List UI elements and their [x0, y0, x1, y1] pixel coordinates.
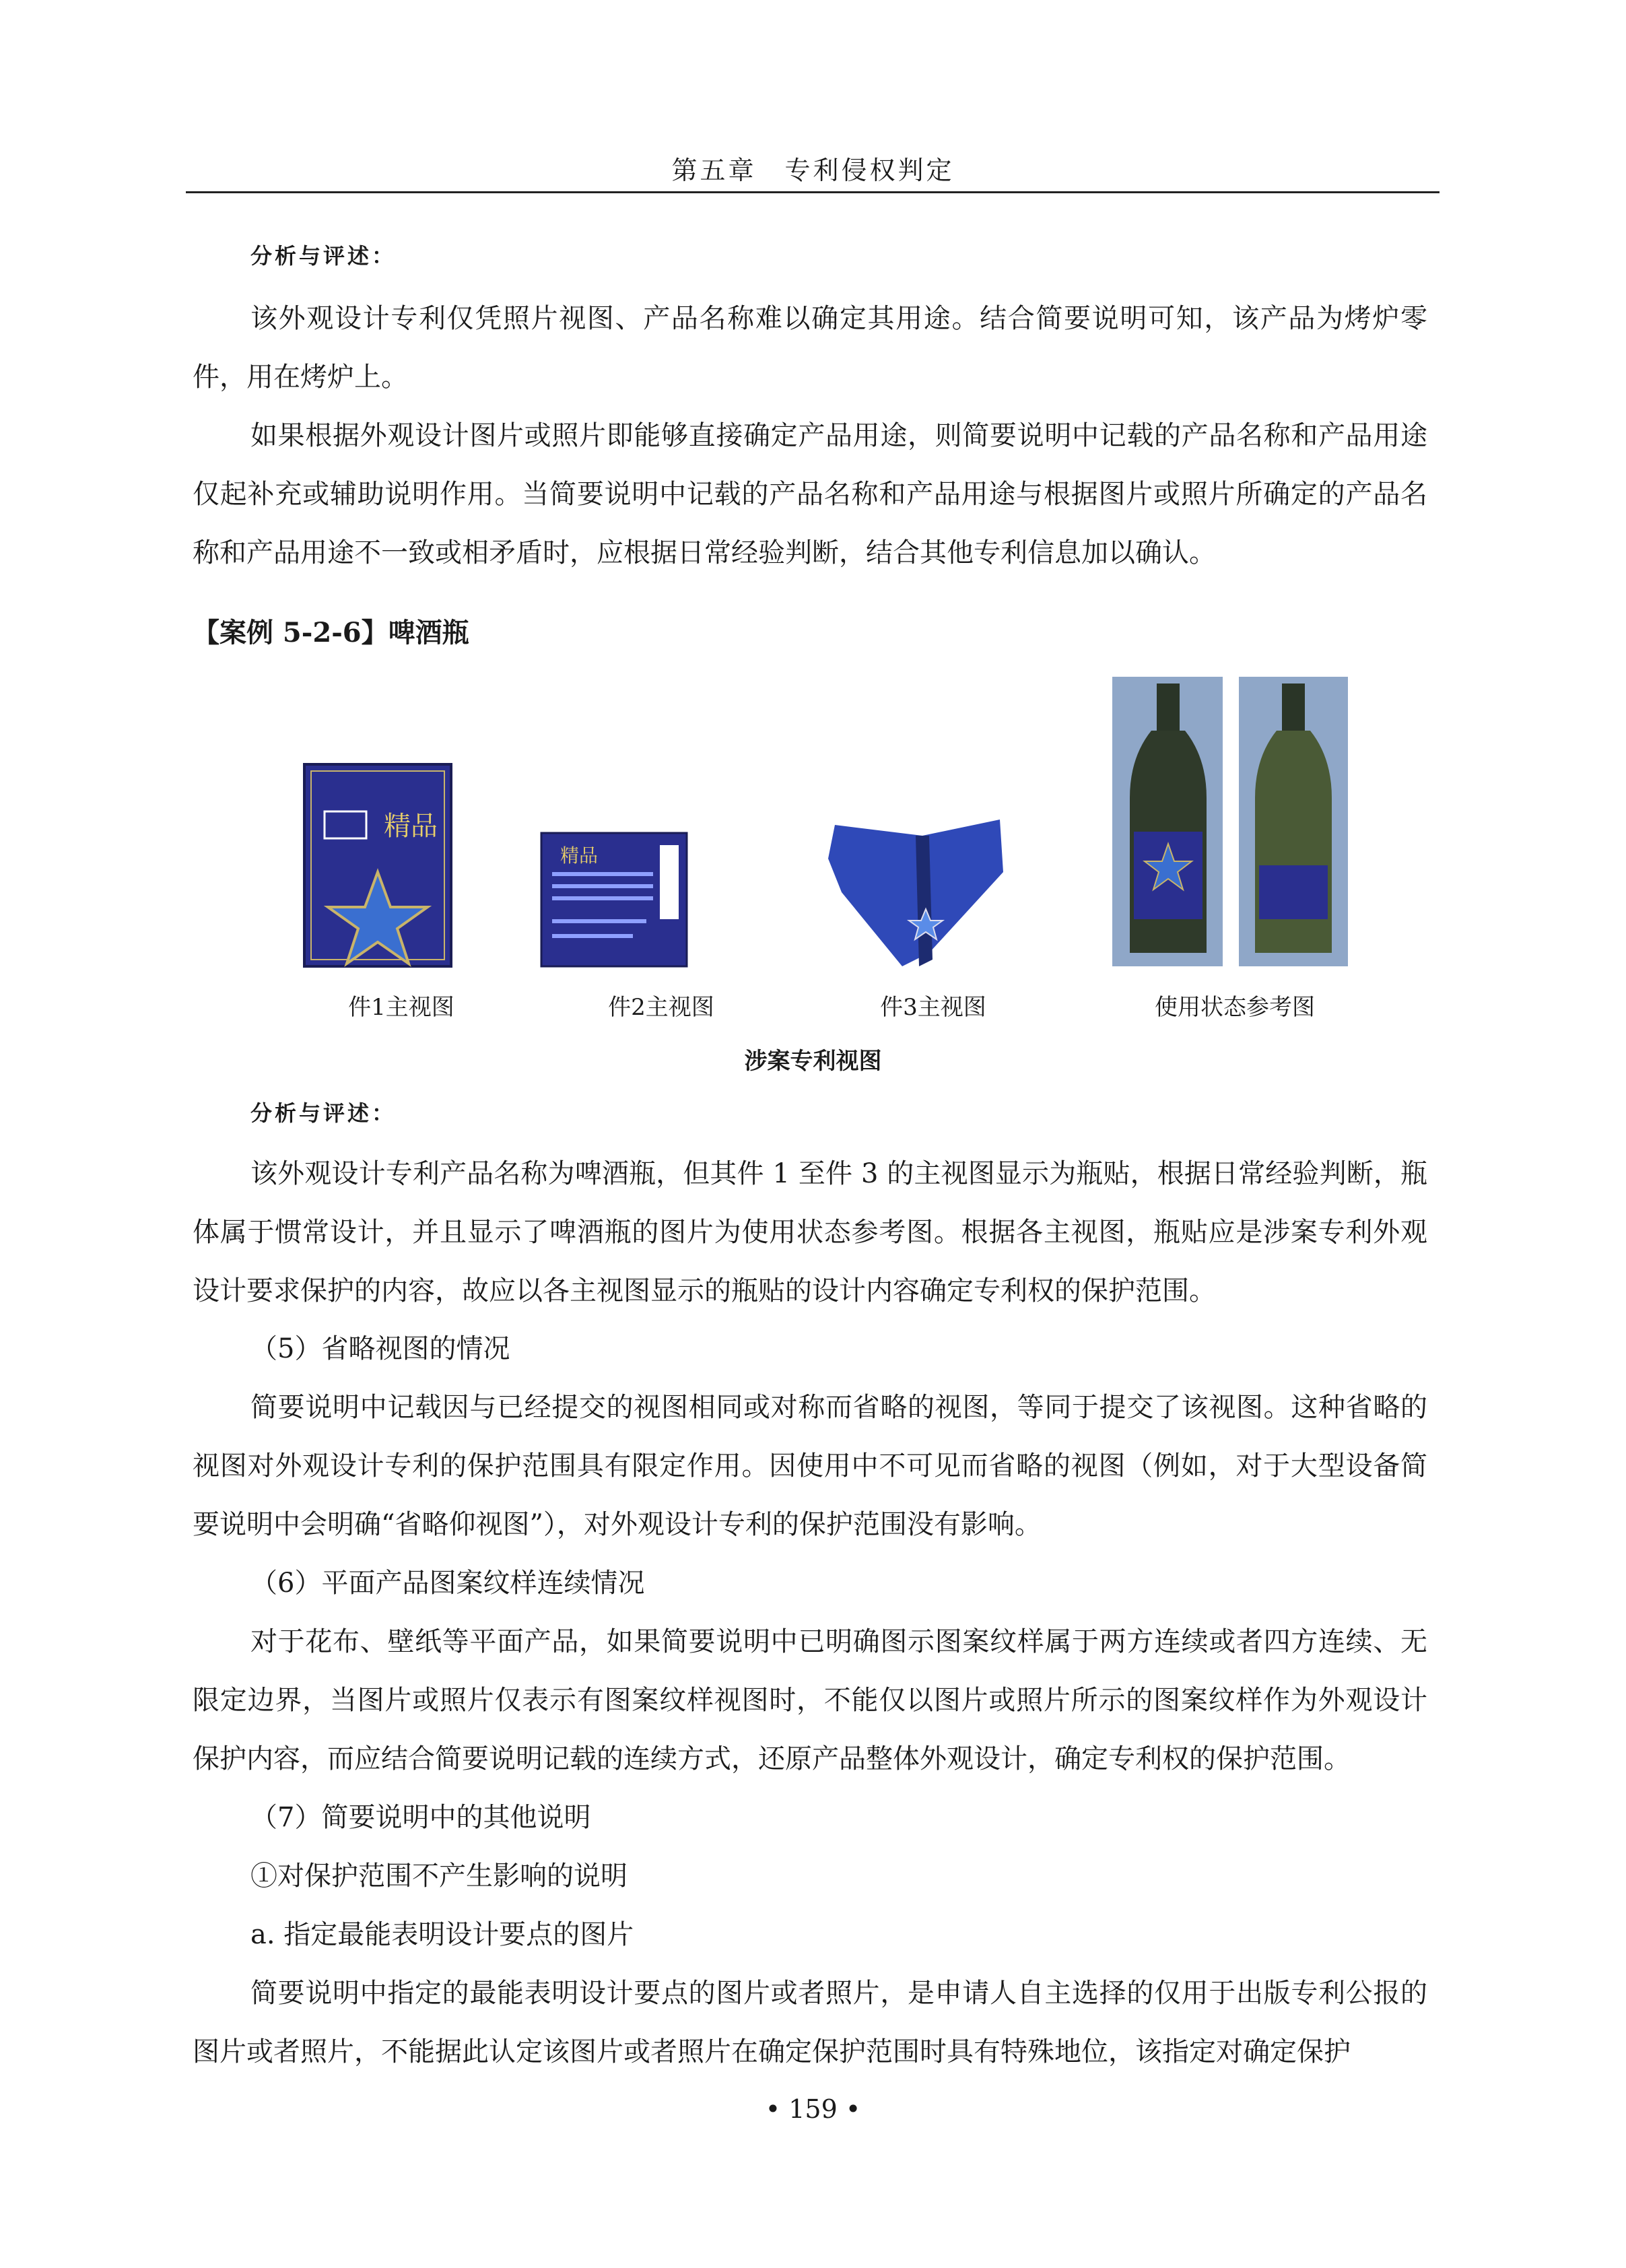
caption-part1: 件1主视图 [348, 994, 454, 1021]
paragraph: 简要说明中记载因与已经提交的视图相同或对称而省略的视图，等同于提交了该视图。这种省略的视图对外观设计专利的保护范围具有限定作用。因使用中不可见而省略的视图（例如，对于大型设备简要说明中会明确“省略仰视图”），对外观设计专利的保护范围没有影响。 [193, 1392, 1427, 1540]
label-1-text: 精品 [384, 811, 438, 842]
caption-part2: 件2主视图 [608, 994, 714, 1021]
analysis-body-2 [193, 1145, 1427, 1321]
analysis-body [193, 290, 1427, 582]
paragraph: 如果根据外观设计图片或照片即能够直接确定产品用途，则简要说明中记载的产品名称和产品用途仅起补充或辅助说明作用。当简要说明中记载的产品名称和产品用途与根据图片或照片所确定的产品名称和产品用途不一致或相矛盾时，应根据日常经验判断，结合其他专利信息加以确认。 [193, 420, 1427, 568]
running-header: 第五章 专利侵权判定 [671, 156, 955, 185]
patent-figure [296, 670, 1360, 980]
caption-usage: 使用状态参考图 [1155, 994, 1315, 1021]
paragraph: 简要说明中指定的最能表明设计要点的图片或者照片，是申请人自主选择的仅用于出版专利公报的图片或者照片，不能据此认定该图片或者照片在确定保护范围时具有特殊地位，该指定对确定保护 [193, 1978, 1427, 2067]
paragraph: 该外观设计专利仅凭照片视图、产品名称难以确定其用途。结合简要说明可知，该产品为烤炉零件，用在烤炉上。 [193, 303, 1427, 393]
heading-7: （7）简要说明中的其他说明 [250, 1802, 591, 1833]
item-a: a. 指定最能表明设计要点的图片 [250, 1919, 634, 1950]
heading-5: （5）省略视图的情况 [250, 1333, 510, 1364]
caption-part3: 件3主视图 [880, 994, 986, 1021]
heading-6: （6）平面产品图案纹样连续情况 [250, 1568, 645, 1599]
label-2-text: 精品 [560, 844, 599, 867]
analysis-subhead-2: 分析与评述： [250, 1100, 397, 1126]
label-1-image [304, 764, 451, 966]
item-1: ①对保护范围不产生影响的说明 [250, 1861, 628, 1892]
analysis-subhead: 分析与评述： [250, 243, 397, 269]
usage-photo-2 [1239, 677, 1348, 966]
paragraph-a [193, 1964, 1427, 2081]
paragraph-6 [193, 1613, 1427, 1789]
usage-photo-1 [1112, 677, 1223, 966]
paragraph: 对于花布、壁纸等平面产品，如果简要说明中已明确图示图案纹样属于两方连续或者四方连续、无限定边界，当图片或照片仅表示有图案纹样视图时，不能仅以图片或照片所示的图案纹样作为外观设计保护内容，而应结合简要说明记载的连续方式，还原产品整体外观设计，确定专利权的保护范围。 [193, 1626, 1427, 1774]
figure-title: 涉案专利视图 [744, 1048, 882, 1075]
label-2-image [541, 833, 687, 966]
case-title: 【案例 5-2-6】啤酒瓶 [193, 617, 469, 648]
label-3-image [828, 820, 1003, 966]
paragraph: 该外观设计专利产品名称为啤酒瓶，但其件 1 至件 3 的主视图显示为瓶贴，根据日常经验判断，瓶体属于惯常设计，并且显示了啤酒瓶的图片为使用状态参考图。根据各主视图，瓶贴应是涉案专利外观设计要求保护的内容，故应以各主视图显示的瓶贴的设计内容确定专利权的保护范围。 [193, 1158, 1427, 1306]
page-number: • 159 • [765, 2094, 861, 2124]
header-rule [186, 191, 1439, 193]
paragraph-5 [193, 1378, 1427, 1554]
